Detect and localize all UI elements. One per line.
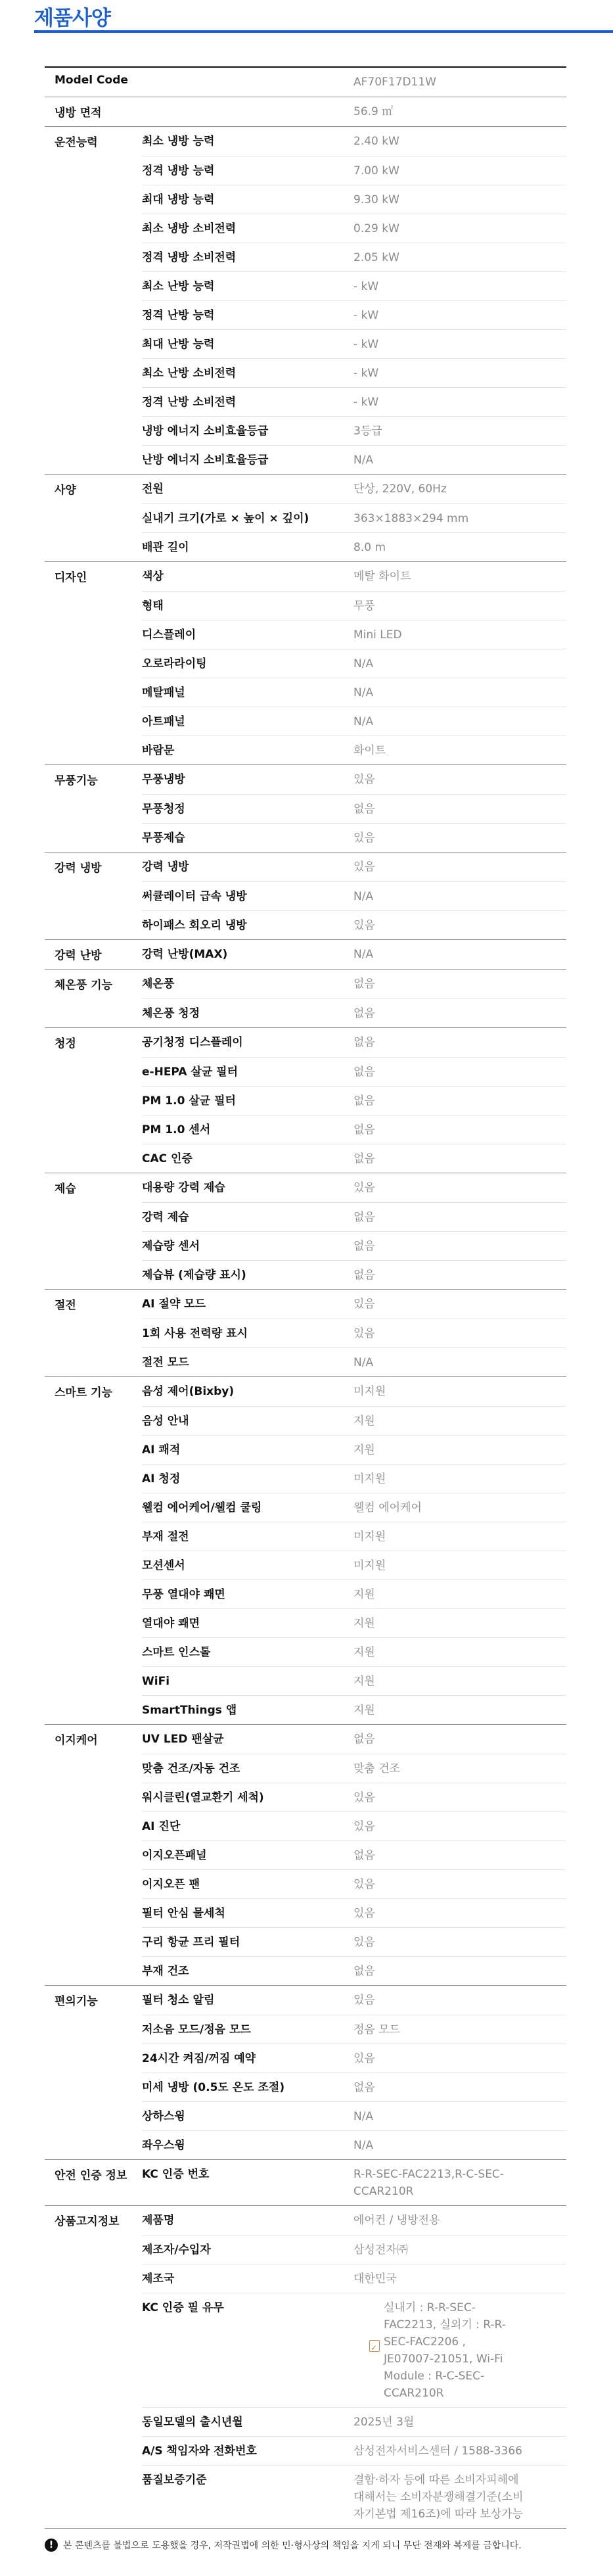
spec-value: N/A	[353, 715, 374, 728]
spec-value: - kW	[353, 309, 379, 322]
spec-value: 없음	[353, 1066, 375, 1079]
spec-value: - kW	[353, 280, 379, 293]
spec-value: 삼성전자㈜	[353, 2243, 408, 2257]
spec-group	[45, 853, 566, 940]
spec-value: 있음	[353, 1327, 375, 1340]
spec-group-label: 사양	[55, 484, 76, 497]
spec-label: 제품명	[142, 2214, 175, 2227]
spec-label: 워시클린(열교환기 세척)	[142, 1791, 264, 1804]
spec-row	[142, 649, 566, 678]
spec-row	[142, 358, 566, 387]
spec-value: 있음	[353, 2052, 375, 2065]
spec-value: 있음	[353, 1298, 375, 1311]
spec-value: 단상, 220V, 60Hz	[353, 482, 447, 496]
spec-value: - kW	[353, 367, 379, 380]
spec-label: 웰컴 에어케어/웰컴 쿨링	[142, 1501, 262, 1514]
spec-group-label: 상품고지정보	[55, 2215, 120, 2228]
spec-row	[142, 591, 566, 620]
spec-value: 7.00 kW	[353, 164, 399, 177]
spec-label: 형태	[142, 599, 164, 613]
spec-group	[45, 1725, 566, 1986]
page-title-bar	[0, 0, 613, 32]
spec-value: 있음	[353, 1936, 375, 1949]
spec-label: 정격 난방 소비전력	[142, 396, 237, 409]
spec-value: 결함·하자 등에 따른 소비자피해에 대해서는 소비자분쟁해결기준(소비자기본법 제16조)에 따라 보상가능	[353, 2473, 524, 2521]
spec-value: 56.9 ㎡	[353, 105, 394, 118]
spec-row	[142, 214, 566, 243]
spec-group-label: 운전능력	[55, 136, 98, 149]
spec-row	[142, 970, 566, 998]
spec-group-rows	[142, 853, 566, 939]
spec-label: 최소 냉방 능력	[142, 135, 215, 148]
spec-label: 체온풍	[142, 977, 175, 991]
spec-group-label: 냉방 면적	[55, 106, 102, 120]
spec-value: 미지원	[353, 1530, 386, 1543]
spec-group-rows	[142, 562, 566, 764]
spec-value: N/A	[353, 890, 374, 903]
spec-label: 무풍청정	[142, 803, 185, 816]
spec-row	[142, 1086, 566, 1115]
spec-row	[142, 1580, 566, 1608]
spec-group	[45, 1377, 566, 1725]
spec-row	[142, 707, 566, 736]
spec-group-rows	[142, 1725, 566, 1985]
spec-label: 배관 길이	[142, 541, 189, 554]
spec-group	[45, 127, 566, 475]
spec-label: 정격 냉방 소비전력	[142, 251, 237, 264]
spec-row	[142, 1666, 566, 1695]
spec-label: 제습량 센서	[142, 1240, 200, 1253]
spec-label: 하이패스 회오리 냉방	[142, 919, 247, 932]
spec-group-label: 무풍기능	[55, 774, 98, 787]
spec-row	[142, 1493, 566, 1522]
spec-value: 3등급	[353, 425, 382, 438]
spec-group	[45, 1290, 566, 1377]
spec-value: 없음	[353, 803, 375, 816]
spec-row	[142, 271, 566, 300]
spec-group	[45, 68, 566, 97]
spec-group	[45, 1028, 566, 1173]
spec-group	[45, 97, 566, 127]
spec-row	[142, 2264, 566, 2293]
spec-value: 0.29 kW	[353, 222, 399, 235]
spec-label: 필터 안심 물세척	[142, 1907, 225, 1920]
spec-group-label: 디자인	[55, 571, 87, 584]
spec-row	[142, 736, 566, 764]
spec-label: 디스플레이	[142, 628, 196, 642]
spec-value: N/A	[353, 948, 374, 961]
spec-value: 지원	[353, 1588, 375, 1601]
spec-group	[45, 562, 566, 765]
spec-row	[142, 2044, 566, 2073]
page-title: 제품사양	[34, 7, 110, 30]
spec-row	[142, 300, 566, 329]
spec-row	[142, 1551, 566, 1580]
spec-label: 써큘레이터 급속 냉방	[142, 890, 247, 903]
spec-group-label: 강력 난방	[55, 949, 102, 962]
spec-row	[142, 1347, 566, 1376]
spec-label: 1회 사용 전력량 표시	[142, 1327, 248, 1340]
spec-label: 24시간 켜짐/꺼짐 예약	[142, 2052, 256, 2065]
spec-value: - kW	[353, 396, 379, 409]
spec-label: 이지오픈 팬	[142, 1878, 200, 1891]
spec-row	[142, 2130, 566, 2159]
spec-label: AI 진단	[142, 1820, 181, 1833]
spec-value: 363×1883×294 mm	[353, 512, 469, 525]
spec-value: 있음	[353, 1181, 375, 1194]
spec-row	[142, 1260, 566, 1289]
spec-row	[142, 1057, 566, 1086]
spec-group-label: 스마트 기능	[55, 1386, 113, 1399]
spec-row	[142, 243, 566, 271]
spec-row	[142, 1028, 566, 1057]
spec-label: 최소 난방 능력	[142, 280, 215, 293]
spec-value: R-R-SEC-FAC2213,R-C-SEC-CCAR210R	[353, 2168, 504, 2198]
spec-label: KC 인증 번호	[142, 2168, 210, 2181]
spec-row	[142, 1783, 566, 1812]
spec-row	[142, 1231, 566, 1260]
spec-value: 지원	[353, 1443, 375, 1457]
spec-group-rows	[353, 68, 566, 97]
spec-label: 최대 난방 능력	[142, 338, 215, 351]
spec-label: 색상	[142, 570, 164, 583]
spec-row	[142, 1377, 566, 1406]
spec-row	[142, 1435, 566, 1464]
spec-label: A/S 책임자와 전화번호	[142, 2445, 257, 2458]
spec-value: 지원	[353, 1646, 375, 1659]
spec-value: 에어컨 / 냉방전용	[353, 2214, 440, 2227]
spec-row	[142, 1522, 566, 1551]
kc-cert-text: 실내기 : R-R-SEC-FAC2213, 실외기 : R-R-SEC-FAC2206 , JE07007-21051, Wi-Fi Module : R-C-SEC-CCAR210R	[384, 2301, 506, 2400]
spec-value: N/A	[353, 454, 374, 467]
spec-label: 구리 항균 프리 필터	[142, 1936, 240, 1949]
footer-note-text: 본 콘텐츠를 불법으로 도용했을 경우, 저작권법에 의한 민·형사상의 책임을 지게 되니 무단 전재와 복제를 금합니다.	[63, 2541, 522, 2551]
spec-value: Mini LED	[353, 628, 402, 642]
kc-cert-block	[369, 2299, 507, 2402]
spec-group-label: 청정	[55, 1037, 76, 1050]
spec-group-rows	[142, 970, 566, 1027]
spec-row	[142, 2160, 566, 2205]
spec-value: 8.0 m	[353, 541, 386, 554]
spec-label: AI 쾌적	[142, 1443, 181, 1457]
spec-row	[142, 1898, 566, 1927]
spec-value: N/A	[353, 2110, 374, 2123]
spec-group	[45, 970, 566, 1028]
spec-value: 있음	[353, 1907, 375, 1920]
spec-value: 있음	[353, 1820, 375, 1833]
spec-label: 동일모델의 출시년월	[142, 2416, 243, 2429]
spec-row	[142, 765, 566, 794]
spec-label: 정격 난방 능력	[142, 309, 215, 322]
spec-label: UV LED 팬살균	[142, 1733, 224, 1746]
spec-row	[142, 620, 566, 649]
spec-row	[142, 910, 566, 939]
spec-label: 무풍 열대야 쾌면	[142, 1588, 225, 1601]
spec-label: CAC 인증	[142, 1152, 193, 1165]
spec-label: 최소 난방 소비전력	[142, 367, 237, 380]
spec-label: 부재 절전	[142, 1530, 189, 1543]
spec-label: e-HEPA 살균 필터	[142, 1066, 238, 1079]
spec-group-rows	[142, 2160, 566, 2205]
spec-value: N/A	[353, 1356, 374, 1369]
spec-label: 이지오픈패널	[142, 1849, 207, 1862]
spec-value: 있음	[353, 860, 375, 874]
spec-row	[353, 97, 566, 126]
spec-row	[142, 2073, 566, 2101]
spec-row	[142, 1986, 566, 2015]
spec-value: 있음	[353, 1878, 375, 1891]
spec-group-rows	[142, 940, 566, 969]
spec-group-label: 안전 인증 정보	[55, 2169, 127, 2182]
spec-label: AI 절약 모드	[142, 1298, 206, 1311]
spec-row	[142, 475, 566, 503]
spec-row	[142, 387, 566, 416]
spec-label: 열대야 쾌면	[142, 1617, 200, 1630]
spec-group-label: 체온풍 기능	[55, 979, 113, 992]
spec-value: 2.05 kW	[353, 251, 399, 264]
spec-group	[45, 2160, 566, 2206]
spec-value: 무풍	[353, 599, 375, 613]
spec-group-rows	[142, 765, 566, 852]
spec-label: KC 인증 필 유무	[142, 2301, 224, 2314]
spec-label: 오로라라이팅	[142, 657, 207, 670]
spec-row	[142, 2015, 566, 2044]
spec-value: 있음	[353, 1994, 375, 2007]
spec-label: 정격 냉방 능력	[142, 164, 215, 177]
spec-label: 음성 제어(Bixby)	[142, 1385, 235, 1398]
spec-row	[142, 1927, 566, 1956]
spec-value: 없음	[353, 1965, 375, 1978]
spec-value: 2.40 kW	[353, 135, 399, 148]
spec-row	[142, 416, 566, 445]
spec-value: 웰컴 에어케어	[353, 1501, 422, 1514]
spec-row	[142, 1637, 566, 1666]
spec-value: 없음	[353, 1007, 375, 1020]
spec-row	[142, 1608, 566, 1637]
spec-value: 지원	[353, 1675, 375, 1688]
spec-value: 지원	[353, 1617, 375, 1630]
spec-label: 품질보증기준	[142, 2473, 207, 2487]
spec-value: - kW	[353, 338, 379, 351]
spec-group-label: Model Code	[55, 74, 128, 87]
spec-row	[142, 1144, 566, 1173]
spec-group	[45, 1173, 566, 1290]
spec-label: 음성 안내	[142, 1415, 189, 1428]
spec-group	[45, 765, 566, 853]
spec-group	[45, 2206, 566, 2529]
spec-label: 절전 모드	[142, 1356, 189, 1369]
spec-label: 아트패널	[142, 715, 185, 728]
spec-row	[142, 1202, 566, 1231]
spec-value: 없음	[353, 1094, 375, 1108]
spec-label: 체온풍 청정	[142, 1007, 200, 1020]
spec-value: 미지원	[353, 1559, 386, 1572]
spec-row	[142, 503, 566, 532]
spec-label: 바람문	[142, 744, 175, 757]
spec-group-rows	[142, 1986, 566, 2159]
spec-group	[45, 1986, 566, 2160]
spec-group-rows	[142, 1290, 566, 1376]
spec-label: PM 1.0 센서	[142, 1123, 211, 1136]
spec-row	[142, 881, 566, 910]
spec-group	[45, 475, 566, 562]
spec-label: 좌우스윙	[142, 2139, 185, 2152]
spec-label: 모션센서	[142, 1559, 185, 1572]
spec-group-label: 이지케어	[55, 1734, 98, 1747]
spec-row	[142, 1695, 566, 1724]
spec-value: 없음	[353, 1240, 375, 1253]
spec-row	[142, 532, 566, 561]
spec-row	[142, 2465, 566, 2528]
spec-label: 최소 냉방 소비전력	[142, 222, 237, 235]
spec-row	[142, 794, 566, 823]
spec-row	[142, 2407, 566, 2436]
spec-value: AF70F17D11W	[353, 76, 436, 89]
spec-value: N/A	[353, 686, 374, 699]
spec-label: 강력 난방(MAX)	[142, 948, 228, 961]
spec-label: 실내기 크기(가로 × 높이 × 깊이)	[142, 512, 309, 525]
spec-row	[142, 823, 566, 852]
spec-row	[142, 562, 566, 591]
spec-label: 상하스윙	[142, 2110, 185, 2123]
spec-label: 저소음 모드/정음 모드	[142, 2023, 251, 2036]
spec-row	[142, 1869, 566, 1898]
spec-row	[353, 68, 566, 97]
footer-note	[45, 2539, 610, 2552]
spec-value: 맞춤 건조	[353, 1762, 401, 1775]
spec-row	[142, 185, 566, 214]
alert-icon: !	[45, 2539, 58, 2552]
spec-value: 없음	[353, 2081, 375, 2094]
spec-label: WiFi	[142, 1675, 170, 1688]
spec-row	[142, 1115, 566, 1144]
spec-label: 메탈패널	[142, 686, 185, 699]
spec-row	[142, 2293, 566, 2407]
title-underline	[34, 30, 613, 33]
spec-label: 미세 냉방 (0.5도 온도 조절)	[142, 2081, 285, 2094]
spec-label: 제조국	[142, 2272, 175, 2285]
spec-row	[142, 853, 566, 881]
spec-row	[142, 1812, 566, 1840]
spec-label: 무풍제습	[142, 831, 185, 845]
spec-value: 2025년 3월	[353, 2416, 415, 2429]
spec-label: 맞춤 건조/자동 건조	[142, 1762, 240, 1775]
spec-row	[142, 127, 566, 156]
spec-group-label: 제습	[55, 1183, 76, 1196]
spec-value: 정음 모드	[353, 2023, 401, 2036]
spec-row	[142, 1464, 566, 1493]
spec-value: 있음	[353, 831, 375, 845]
spec-label: 전원	[142, 482, 164, 496]
spec-label: SmartThings 앱	[142, 1704, 237, 1717]
spec-row	[142, 1754, 566, 1783]
spec-label: 부재 건조	[142, 1965, 189, 1978]
spec-label: 냉방 에너지 소비효율등급	[142, 425, 269, 438]
spec-group-rows	[353, 97, 566, 126]
spec-value: 화이트	[353, 744, 386, 757]
spec-label: 필터 청소 알림	[142, 1994, 215, 2007]
spec-row	[142, 678, 566, 707]
spec-value: 있음	[353, 773, 375, 786]
spec-group-label: 강력 냉방	[55, 862, 102, 875]
spec-label: 대용량 강력 제습	[142, 1181, 225, 1194]
spec-table	[45, 66, 566, 2529]
spec-value: 없음	[353, 1123, 375, 1136]
spec-value: 미지원	[353, 1472, 386, 1486]
spec-value: 삼성전자서비스센터 / 1588-3366	[353, 2445, 522, 2458]
spec-value: 메탈 화이트	[353, 570, 411, 583]
spec-group-rows	[142, 475, 566, 561]
spec-value: 있음	[353, 1791, 375, 1804]
spec-group-label: 편의기능	[55, 1995, 98, 2008]
spec-label: 강력 냉방	[142, 860, 189, 874]
spec-group-rows	[142, 1377, 566, 1724]
spec-value: 미지원	[353, 1385, 386, 1398]
spec-value: 9.30 kW	[353, 193, 399, 206]
spec-row	[142, 940, 566, 969]
spec-label: 공기청정 디스플레이	[142, 1036, 243, 1049]
spec-row	[142, 156, 566, 185]
spec-value: 없음	[353, 1152, 375, 1165]
spec-row	[142, 2235, 566, 2264]
spec-row	[142, 1406, 566, 1435]
spec-value: N/A	[353, 657, 374, 670]
spec-value: 있음	[353, 919, 375, 932]
spec-row	[142, 1173, 566, 1202]
spec-label: 제조자/수입자	[142, 2243, 211, 2257]
spec-value: 없음	[353, 1733, 375, 1746]
spec-value: N/A	[353, 2139, 374, 2152]
spec-value	[353, 2293, 566, 2407]
spec-group-rows	[142, 2206, 566, 2528]
spec-group-rows	[142, 127, 566, 474]
spec-label: PM 1.0 살균 필터	[142, 1094, 236, 1108]
spec-value: 지원	[353, 1415, 375, 1428]
spec-row	[142, 445, 566, 474]
spec-label: 스마트 인스톨	[142, 1646, 211, 1659]
spec-row	[142, 1725, 566, 1754]
spec-value: 없음	[353, 977, 375, 991]
spec-row	[142, 1840, 566, 1869]
spec-value: 없음	[353, 1211, 375, 1224]
spec-row	[142, 329, 566, 358]
spec-label: 난방 에너지 소비효율등급	[142, 454, 269, 467]
spec-group-rows	[142, 1028, 566, 1173]
spec-label: 최대 냉방 능력	[142, 193, 215, 206]
spec-value: 없음	[353, 1036, 375, 1049]
spec-label: 강력 제습	[142, 1211, 189, 1224]
spec-group	[45, 940, 566, 970]
spec-row	[142, 2101, 566, 2130]
spec-row	[142, 998, 566, 1027]
kc-mark-icon	[369, 2340, 380, 2352]
spec-label: AI 청정	[142, 1472, 181, 1486]
spec-row	[142, 1319, 566, 1347]
spec-row	[142, 1290, 566, 1319]
spec-row	[142, 2436, 566, 2465]
spec-value: 없음	[353, 1269, 375, 1282]
spec-value: 지원	[353, 1704, 375, 1717]
spec-value: 대한민국	[353, 2272, 397, 2285]
spec-label: 제습뷰 (제습량 표시)	[142, 1269, 246, 1282]
spec-group-rows	[142, 1173, 566, 1289]
spec-row	[142, 2206, 566, 2235]
spec-label: 무풍냉방	[142, 773, 185, 786]
spec-value: 없음	[353, 1849, 375, 1862]
spec-group-label: 절전	[55, 1299, 76, 1312]
spec-row	[142, 1956, 566, 1985]
